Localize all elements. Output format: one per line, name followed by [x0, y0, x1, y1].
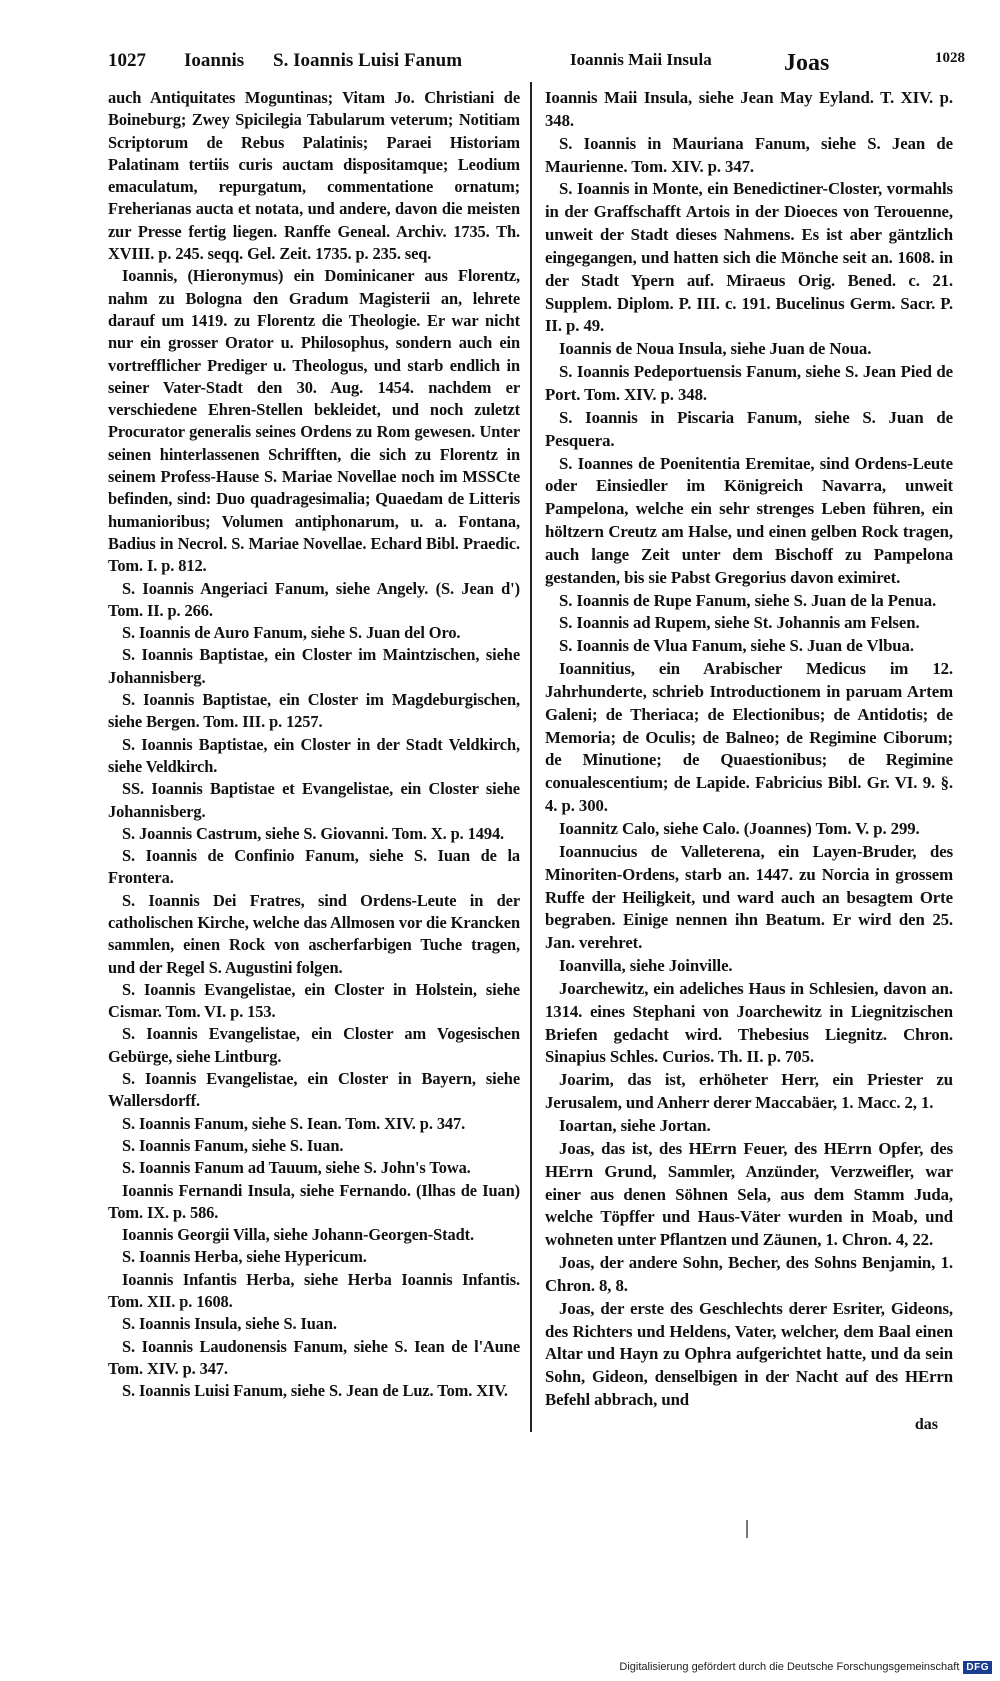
dictionary-entry: S. Ioannis Fanum ad Tauum, siehe S. John's Towa.	[122, 1158, 471, 1178]
dictionary-entry: S. Ioannis Evangelistae, ein Closter in Bayern, siehe Wallersdorff.	[108, 1069, 520, 1111]
dictionary-entry: S. Ioannis de Rupe Fanum, siehe S. Juan de la Penua.	[559, 590, 937, 610]
right-column	[545, 87, 953, 1412]
dictionary-entry: Ioannis, (Hieronymus) ein Dominicaner aus Florentz, nahm zu Bologna den Gradum Magisterii an, lehrete darauf um 1419. zu Florentz die Theologie. Er war nicht nur ein grosser Orator u. Philosophus, sondern auch ein vortrefflicher Prediger u. Theologus, und starb endlich in seiner Vater-Stadt den 30. Aug. 1454. nachdem er verschiedene Ehren-Stellen bekleidet, und noch zuletzt Procurator generalis seines Ordens zu Rom gewesen. Unter seinen hinterlassenen Schrifften, die sich zu Florentz in seinem Profess-Hause S. Mariae Novellae noch im MSSCte befinden, sind: Duo quadragesimalia; Quaedam de Litteris humanioribus; Volumen antiphonarum, u. a. Fontana, Badius in Necrol. S. Mariae Novellae. Echard Bibl. Praedic. Tom. I. p. 812.	[108, 266, 520, 576]
header-right-word: Joas	[784, 50, 830, 76]
dictionary-entry: Ioannis de Noua Insula, siehe Juan de Noua.	[559, 339, 872, 359]
dictionary-entry: Ioannis Fernandi Insula, siehe Fernando. (Ilhas de Iuan) Tom. IX. p. 586.	[108, 1180, 520, 1222]
dictionary-entry: Ioannitz Calo, siehe Calo. (Joannes) Tom. V. p. 299.	[559, 819, 920, 838]
dictionary-entry: S. Joannis Castrum, siehe S. Giovanni. Tom. X. p. 1494.	[122, 823, 505, 843]
dictionary-entry: S. Ioannis Angeriaci Fanum, siehe Angely. (S. Jean d') Tom. II. p. 266.	[108, 578, 520, 620]
dictionary-entry: S. Ioannis Evangelistae, ein Closter in Holstein, siehe Cismar. Tom. VI. p. 153.	[108, 979, 520, 1022]
dictionary-entry: Ioannis Infantis Herba, siehe Herba Ioannis Infantis. Tom. XII. p. 1608.	[108, 1269, 520, 1312]
dictionary-entry: SS. Ioannis Baptistae et Evangelistae, ein Closter siehe Johannisberg.	[108, 779, 520, 821]
dictionary-entry: Ioannis Maii Insula, siehe Jean May Eyland. T. XIV. p. 348.	[545, 88, 953, 130]
dictionary-entry: Ioannis Georgii Villa, siehe Johann-Georgen-Stadt.	[122, 1225, 474, 1245]
dictionary-entry: S. Ioannis ad Rupem, siehe St. Johannis am Felsen.	[559, 613, 920, 633]
dictionary-entry: S. Ioannis Evangelistae, ein Closter am Vogesischen Gebürge, siehe Lintburg.	[108, 1024, 520, 1066]
dictionary-entry: S. Ioannis in Monte, ein Benedictiner-Closter, vormahls in der Graffschafft Artois in der Dioeces von Terouenne, unweit der Stadt dieses Nahmens. Es ist aber gäntzlich eingegangen, und hatten sich die Mönche seit an. 1608. in der Stadt Ypern auf. Miraeus Orig. Bened. c. 21. Supplem. Diplom. P. III. c. 191. Bucelinus Germ. Sacr. P. II. p. 49.	[545, 179, 953, 336]
dictionary-entry: S. Ioannis Dei Fratres, sind Ordens-Leute in der catholischen Kirche, welche das Allmosen vor die Krancken sammlen, einen Rock von ascherfarbigen Tuche tragen, und der Regel S. Augustini folgen.	[108, 890, 520, 977]
dictionary-entry: S. Ioannis de Confinio Fanum, siehe S. Iuan de la Frontera.	[108, 846, 520, 888]
dictionary-entry: S. Ioannis de Vlua Fanum, siehe S. Juan de Vlbua.	[559, 636, 914, 656]
dictionary-entry: S. Ioannis in Piscaria Fanum, siehe S. Juan de Pesquera.	[545, 407, 953, 450]
dictionary-entry: Joas, der andere Sohn, Becher, des Sohns Benjamin, 1. Chron. 8, 8.	[545, 1253, 953, 1295]
dfg-logo: DFG	[963, 1661, 992, 1674]
dictionary-entry: S. Ioannes de Poenitentia Eremitae, sind Ordens-Leute oder Einsiedler im Königreich Navarra, unweit Pampelona, welche ein sehr strenges Leben führen, ein höltzern Creutz am Halse, und einen gelben Rock tragen, auch lange Zeit unter dem Bischoff zu Pampelona gestanden, bis sie Pabst Gregorius davon eximiret.	[545, 453, 953, 587]
dictionary-entry: Joas, das ist, des HErrn Feuer, des HErrn Opfer, des HErrn Grund, Sammler, Anzünder, Verzweifler, war einer aus denen Söhnen Sela, aus dem Stamm Juda, welche Töpffer und Haus-Väter wurden in Moab, und wohneten unter Pflantzen und Zäunen, 1. Chron. 4, 22.	[545, 1138, 953, 1250]
dictionary-entry: S. Ioannis Herba, siehe Hypericum.	[122, 1247, 367, 1267]
dictionary-entry: Ioannucius de Valleterena, ein Layen-Bruder, des Minoriten-Ordens, starb an. 1447. zu Norcia in grossem Ruffe der Heiligkeit, und ward auch an besagtem Orte begraben. Einige nennen ihn Beatum. Er wird den 25. Jan. verehret.	[545, 841, 953, 953]
left-column	[108, 87, 520, 1412]
catchword: das	[914, 1416, 938, 1433]
header-right-range: Ioannis Maii Insula	[570, 50, 712, 69]
running-header	[108, 50, 965, 80]
dictionary-entry: auch Antiquitates Moguntinas; Vitam Jo. Christiani de Boineburg; Zwey Spicilegia Tabularum veterum; Notitiam Scriptorum de Rebus Palatinis; Paraei Historiam Palatinam tertiis curis auctam dispositamque; Leodium emaculatum, repurgatum, commentatione ornatum; Freherianas aucta et notata, und andere, davon die meisten zur Presse fertig liegen. Ranffe Geneal. Archiv. 1735. Th. XVIII. p. 245. seqq. Gel. Zeit. 1735. p. 235. seq.	[108, 88, 520, 264]
dictionary-entry: S. Ioannis de Auro Fanum, siehe S. Juan del Oro.	[122, 623, 461, 643]
dictionary-entry: Joarim, das ist, erhöheter Herr, ein Priester zu Jerusalem, und Anherr derer Maccabäer, 1. Macc. 2, 1.	[545, 1070, 953, 1113]
dictionary-entry: Ioartan, siehe Jortan.	[559, 1115, 711, 1135]
dictionary-entry: Joas, der erste des Geschlechts derer Esriter, Gideons, des Richters und Heldens, Vater, welcher, dem Baal einen Altar und Hayn zu Ophra aufgerichtet hatte, und da sein Sohn, Gideon, denselbigen in der Nacht auf des HErrn Befehl abbrach, und	[545, 1298, 953, 1410]
dictionary-entry: S. Ioannis Pedeportuensis Fanum, siehe S. Jean Pied de Port. Tom. XIV. p. 348.	[545, 362, 953, 404]
print-mark	[746, 1520, 748, 1538]
header-left-range: S. Ioannis Luisi Fanum	[273, 50, 463, 71]
dictionary-entry: S. Ioannis Fanum, siehe S. Iuan.	[122, 1135, 344, 1155]
header-left-word: Ioannis	[184, 50, 245, 71]
dictionary-entry: S. Ioannis Luisi Fanum, siehe S. Jean de Luz. Tom. XIV.	[122, 1381, 508, 1401]
page-number-right: 1028	[935, 50, 965, 66]
digitization-footer	[619, 1658, 992, 1676]
dictionary-entry: S. Ioannis Fanum, siehe S. Iean. Tom. XIV. p. 347.	[122, 1113, 466, 1133]
dictionary-entry: Ioanvilla, siehe Joinville.	[559, 956, 733, 976]
column-divider	[530, 82, 532, 1432]
dictionary-entry: S. Ioannis Baptistae, ein Closter im Magdeburgischen, siehe Bergen. Tom. III. p. 1257.	[108, 690, 520, 732]
dictionary-entry: S. Ioannis Baptistae, ein Closter in der Stadt Veldkirch, siehe Veldkirch.	[108, 734, 520, 776]
dictionary-entry: S. Ioannis Insula, siehe S. Iuan.	[122, 1314, 337, 1334]
dictionary-entry: S. Ioannis Laudonensis Fanum, siehe S. Iean de l'Aune Tom. XIV. p. 347.	[108, 1336, 520, 1378]
dictionary-entry: S. Ioannis Baptistae, ein Closter im Maintzischen, siehe Johannisberg.	[108, 645, 520, 687]
dictionary-entry: Ioannitius, ein Arabischer Medicus im 12. Jahrhunderte, schrieb Introductionem in paruam Artem Galeni; de Theriaca; de Electionibus; de Antidotis; de Memoria; de Oculis; de Balneo; de Regimine Ciborum; de Minutione; de Quaestionibus; de Regimine conualescentium; de Lapide. Fabricius Bibl. Gr. VI. 9. §. 4. p. 300.	[545, 659, 953, 816]
page-number-left: 1027	[108, 50, 146, 71]
dictionary-entry: S. Ioannis in Mauriana Fanum, siehe S. Jean de Maurienne. Tom. XIV. p. 347.	[545, 133, 953, 176]
dictionary-entry: Joarchewitz, ein adeliches Haus in Schlesien, davon an. 1314. eines Stephani von Joarchewitz in Liegnitzischen Briefen gedacht wird. Thebesius Liegnitz. Chron. Sinapius Schles. Curios. Th. II. p. 705.	[545, 978, 953, 1067]
footer-text: Digitalisierung gefördert durch die Deutsche Forschungsgemeinschaft	[619, 1661, 960, 1673]
